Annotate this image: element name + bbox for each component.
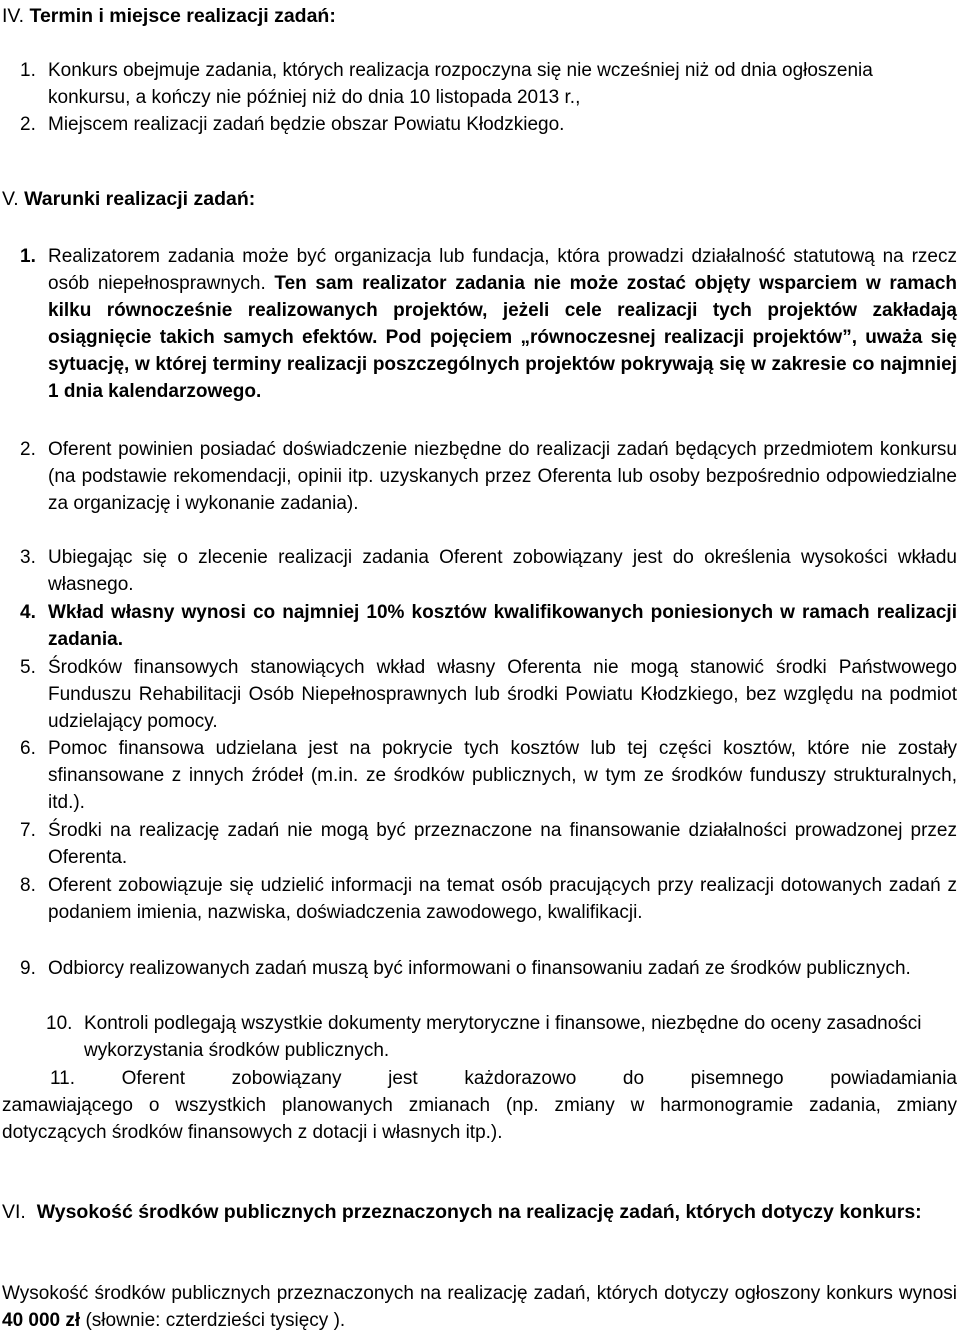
item-number: 9. bbox=[20, 958, 36, 979]
item-text-bold: Ten sam realizator zadania nie może zostać objęty wsparciem w ramach kilku równocześnie realizowanych projektów, jeżeli cele realizacji tych projektów zakładają osiągnięcie takich samych efektów. Pod pojęciem „równoczesnej realizacji projektów”, uważa się sytuację, w której terminy realizacji poszczególnych projektów pokrywają się w zakresie co najmniej 1 dnia kalendarzowego. bbox=[48, 273, 958, 402]
section-v-item-5 bbox=[20, 654, 957, 735]
funding-amount: 40 000 zł bbox=[2, 1310, 81, 1331]
item-text: Oferent powinien posiadać doświadczenie niezbędne do realizacji zadań będących przedmiotem konkursu (na podstawie rekomendacji, opinii itp. uzyskanych przez Oferenta lub osoby bezpośrednio odpowiedzialne za organizację i wykonanie zadania). bbox=[48, 439, 957, 514]
item-text: Ubiegając się o zlecenie realizacji zadania Oferent zobowiązany jest do określenia wysokości wkładu własnego. bbox=[48, 547, 957, 595]
item-number: 7. bbox=[20, 820, 36, 841]
item-number: 8. bbox=[20, 875, 36, 896]
item-number: 2. bbox=[20, 114, 36, 135]
item-number: 5. bbox=[20, 657, 36, 678]
section-vi-title: Wysokość środków publicznych przeznaczonych na realizację zadań, których dotyczy konkurs: bbox=[36, 1201, 922, 1223]
section-iv-title: Termin i miejsce realizacji zadań: bbox=[29, 5, 336, 27]
item-text: Realizatorem zadania może być organizacja lub fundacja, która prowadzi działalność statutową na rzecz osób niepełnosprawnych. bbox=[48, 246, 957, 294]
section-v-item-9 bbox=[20, 955, 957, 982]
item-text: Kontroli podlegają wszystkie dokumenty merytoryczne i finansowe, niezbędne do oceny zasadności wykorzystania środków publicznych. bbox=[84, 1013, 922, 1061]
section-v-item-1 bbox=[20, 243, 958, 405]
section-vi-paragraph bbox=[2, 1280, 957, 1334]
section-v-item-10 bbox=[46, 1010, 944, 1064]
item-text: Pomoc finansowa udzielana jest na pokrycie tych kosztów lub tej części kosztów, które nie zostały sfinansowane z innych źródeł (m.in. ze środków publicznych, w tym ze środków funduszy strukturalnych, itd.). bbox=[48, 738, 957, 813]
item-11-continuation: zamawiającego o wszystkich planowanych zmianach (np. zmiany w harmonogramie zadania, zmiany dotyczących środków finansowych z dotacji i własnych itp.). bbox=[2, 1095, 957, 1143]
section-v-item-6 bbox=[20, 735, 957, 816]
item-number: 6. bbox=[20, 738, 36, 759]
item-number: 3. bbox=[20, 547, 36, 568]
section-vi-number: VI. bbox=[2, 1201, 26, 1223]
section-v-item-11 bbox=[2, 1065, 957, 1146]
section-iv-item-1 bbox=[20, 57, 957, 111]
item-number: 11. bbox=[50, 1068, 76, 1089]
section-iv-heading bbox=[2, 3, 336, 30]
item-number: 4. bbox=[20, 602, 36, 623]
section-v-item-2 bbox=[20, 436, 957, 517]
item-text: Oferent zobowiązuje się udzielić informacji na temat osób pracujących przy realizacji dotowanych zadań z podaniem imienia, nazwiska, doświadczenia zawodowego, kwalifikacji. bbox=[48, 875, 957, 923]
section-v-item-4 bbox=[20, 599, 957, 653]
item-text: Miejscem realizacji zadań będzie obszar Powiatu Kłodzkiego. bbox=[48, 114, 565, 135]
item-number: 1. bbox=[20, 60, 36, 81]
section-v-heading bbox=[2, 186, 255, 213]
section-v-item-3 bbox=[20, 544, 957, 598]
item-number: 1. bbox=[20, 246, 36, 267]
section-v-number: V. bbox=[2, 188, 19, 210]
section-v-item-8 bbox=[20, 872, 957, 926]
funding-words: (słownie: czterdzieści tysięcy ). bbox=[85, 1310, 346, 1331]
section-vi-heading bbox=[2, 1199, 957, 1226]
item-text: Wkład własny wynosi co najmniej 10% kosztów kwalifikowanych poniesionych w ramach realizacji zadania. bbox=[48, 602, 957, 650]
item-text: Oferent zobowiązany jest każdorazowo do pisemnego powiadamiania bbox=[121, 1068, 958, 1089]
section-v-title: Warunki realizacji zadań: bbox=[24, 188, 256, 210]
item-text: Środki na realizację zadań nie mogą być przeznaczone na finansowanie działalności prowadzonej przez Oferenta. bbox=[48, 820, 957, 868]
item-text: Środków finansowych stanowiących wkład własny Oferenta nie mogą stanowić środki Państwowego Funduszu Rehabilitacji Osób Niepełnosprawnych lub środki Powiatu Kłodzkiego, bez względu na podmiot udzielający pomocy. bbox=[48, 657, 957, 732]
section-iv-number: IV. bbox=[2, 5, 25, 27]
item-text: Odbiorcy realizowanych zadań muszą być informowani o finansowaniu zadań ze środków publicznych. bbox=[48, 958, 911, 979]
item-11-first-line bbox=[2, 1065, 957, 1092]
funding-text: Wysokość środków publicznych przeznaczonych na realizację zadań, których dotyczy ogłoszony konkurs wynosi bbox=[2, 1283, 957, 1304]
item-number: 10. bbox=[46, 1013, 73, 1034]
section-v-item-7 bbox=[20, 817, 957, 871]
item-text: Konkurs obejmuje zadania, których realizacja rozpoczyna się nie wcześniej niż od dnia ogłoszenia konkursu, a kończy nie później niż do dnia 10 listopada 2013 r., bbox=[48, 60, 873, 108]
section-iv-item-2 bbox=[20, 111, 957, 138]
item-number: 2. bbox=[20, 439, 36, 460]
